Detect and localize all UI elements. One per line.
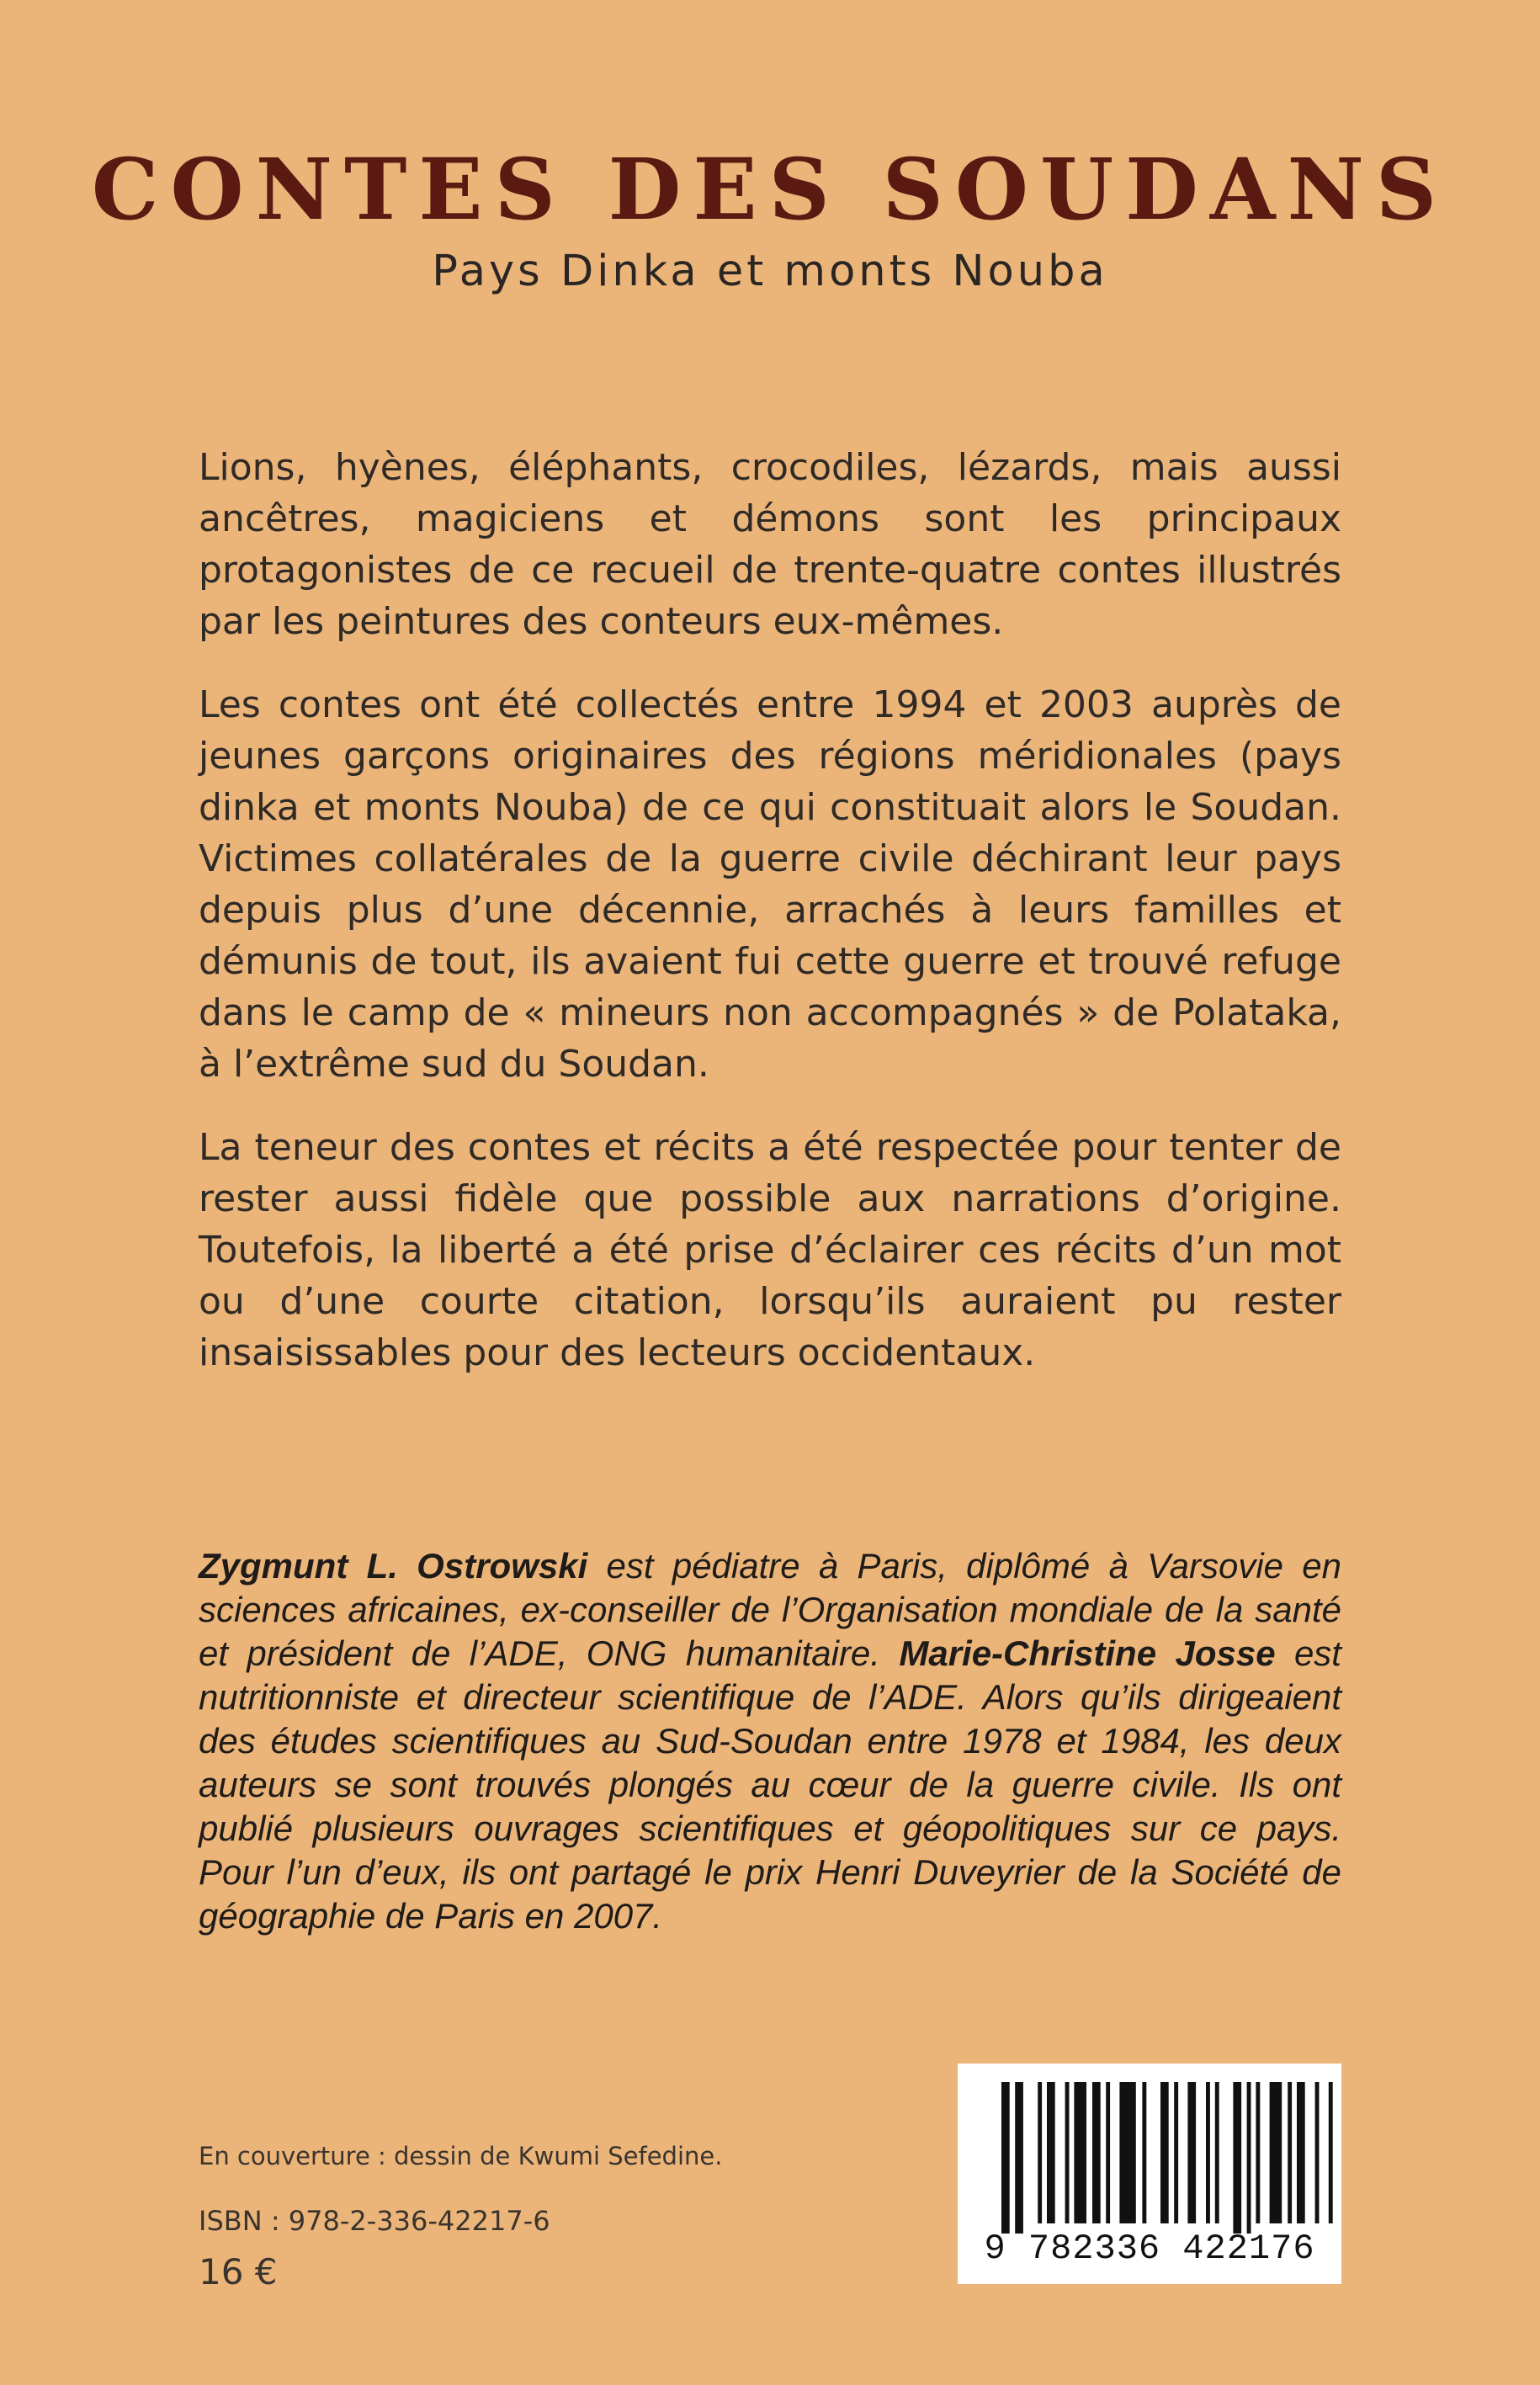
summary-paragraph: Les contes ont été collectés entre 1994 et 2003 auprès de jeunes garçons originaires des régions méridionales (pays dinka et monts Nouba) de ce qui constituait alors le Soudan. Victimes collatérales de la guerre civile déchirant leur pays depuis plus d’une décennie, arrachés à leurs familles et démunis de tout, ils avaient fui cette guerre et trouvé refuge dans le camp de « mineurs non accompagnés » de Polataka, à l’extrême sud du Soudan. bbox=[199, 683, 1341, 1086]
author1-name: Zygmunt L. Ostrowski bbox=[199, 1546, 588, 1586]
authors-bio bbox=[199, 1544, 1341, 1938]
barcode-bar bbox=[1256, 2082, 1260, 2223]
barcode bbox=[958, 2064, 1341, 2284]
barcode-bar bbox=[1015, 2082, 1023, 2234]
barcode-bar bbox=[1288, 2082, 1292, 2223]
barcode-bar bbox=[1329, 2082, 1333, 2223]
barcode-bar bbox=[1142, 2082, 1146, 2223]
price: 16 € bbox=[199, 2251, 278, 2292]
author1-bio: est pédiatre à Paris, diplômé à Varsovie en sciences africaines, ex-conseiller de l’Organisation mondiale de la santé et président de l’ADE, ONG humanitaire. bbox=[199, 1546, 1341, 1673]
barcode-bar bbox=[1038, 2082, 1042, 2223]
summary-paragraph: Lions, hyènes, éléphants, crocodiles, lézards, mais aussi ancêtres, magiciens et démons sont les principaux protagonistes de ce recueil de trente-quatre contes illustrés par les peintures des conteurs eux-mêmes. bbox=[199, 446, 1341, 643]
barcode-bar bbox=[1074, 2082, 1086, 2223]
barcode-bar bbox=[1206, 2082, 1210, 2223]
barcode-bar bbox=[1247, 2082, 1251, 2234]
barcode-bar bbox=[1119, 2082, 1135, 2223]
barcode-bar bbox=[1215, 2082, 1219, 2223]
barcode-bar bbox=[1047, 2082, 1055, 2223]
barcode-bar bbox=[1065, 2082, 1070, 2223]
author2-bio: est nutritionniste et directeur scientifique de l’ADE. Alors qu’ils dirigeaient des études scientifiques au Sud-Soudan entre 1978 et 1984, les deux auteurs se sont trouvés plongés au cœur de la guerre civile. Ils ont publié plusieurs ouvrages scientifiques et géopolitiques sur ce pays. Pour l’un d’eux, ils ont partagé le prix Henri Duveyrier de la Société de géographie de Paris en 2007. bbox=[199, 1633, 1341, 1936]
isbn: ISBN : 978-2-336-42217-6 bbox=[199, 2205, 550, 2237]
summary-paragraph: La teneur des contes et récits a été respectée pour tenter de rester aussi fidèle que possible aux narrations d’origine. Toutefois, la liberté a été prise d’éclairer ces récits d’un mot ou d’une courte citation, lorsqu’ils auraient pu rester insaisissables pour des lecteurs occidentaux. bbox=[199, 1126, 1341, 1374]
barcode-bar bbox=[1106, 2082, 1110, 2223]
barcode-bar bbox=[1233, 2082, 1241, 2234]
barcode-bar bbox=[1187, 2082, 1196, 2223]
barcode-bar bbox=[1297, 2082, 1305, 2223]
summary-text bbox=[199, 442, 1341, 1410]
book-title: CONTES DES SOUDANS bbox=[91, 140, 1449, 239]
barcode-bar bbox=[1270, 2082, 1282, 2223]
barcode-bar bbox=[1174, 2082, 1178, 2223]
barcode-bar bbox=[1092, 2082, 1101, 2223]
barcode-bar bbox=[1160, 2082, 1169, 2223]
cover-credit: En couverture : dessin de Kwumi Sefedine. bbox=[199, 2142, 723, 2170]
book-subtitle: Pays Dinka et monts Nouba bbox=[432, 247, 1108, 296]
barcode-bar bbox=[1001, 2082, 1010, 2234]
author2-name: Marie-Christine Josse bbox=[899, 1633, 1276, 1673]
barcode-bar bbox=[1315, 2082, 1320, 2223]
barcode-digits: 9 782336 422176 bbox=[984, 2228, 1315, 2269]
